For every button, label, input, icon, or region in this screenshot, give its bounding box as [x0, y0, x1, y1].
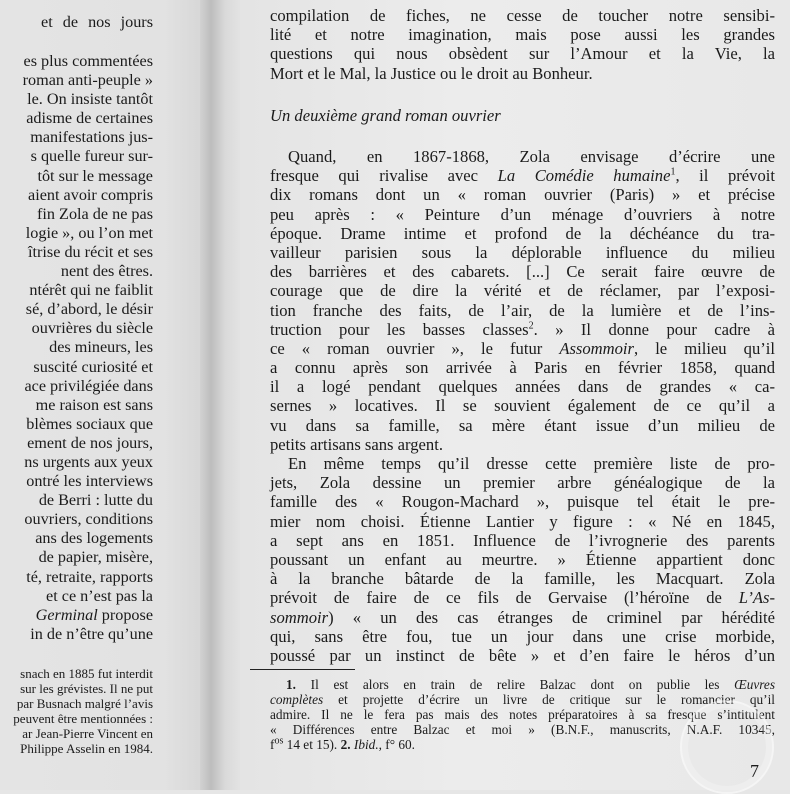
text-run: complètes — [270, 692, 324, 707]
text-line — [270, 64, 775, 83]
text-line — [0, 726, 153, 741]
text-line — [270, 320, 775, 339]
text-run: et ce n’est pas la — [46, 586, 153, 605]
text-line — [270, 588, 775, 607]
text-run: dix romans dont un « roman ouvrier (Paris) » et précise — [270, 185, 775, 205]
text-line — [270, 677, 775, 692]
text-line — [270, 301, 775, 320]
text-run: . » Il donne pour cadre à — [533, 319, 775, 339]
text-line — [0, 243, 153, 262]
text-line — [0, 510, 153, 529]
text-run: époque. Drame intime et profond de la déchéance du tra- — [270, 223, 775, 243]
text-run: es plus commentées — [23, 52, 153, 70]
text-run: , le milieu qu’il — [634, 338, 775, 358]
text-run: L’As- — [738, 588, 775, 608]
text-run: prévoit de faire de ce fils de Gervaise (l’héroïne de — [270, 588, 739, 608]
text-line — [270, 396, 775, 415]
text-run: le. On insiste tantôt — [27, 90, 153, 109]
text-run: vailleur parisien sous la déplorable influence du milieu — [270, 242, 775, 262]
text-line — [0, 319, 153, 338]
opening-paragraph — [270, 6, 775, 83]
text-line — [0, 666, 153, 681]
text-run: par Busnach malgré l’avis — [16, 696, 153, 711]
left-header-fragment: et de nos jours — [41, 13, 153, 31]
text-run: sé, d’abord, le désir — [25, 300, 153, 319]
text-run: ontré les interviews — [26, 472, 153, 491]
text-line — [0, 147, 153, 166]
text-run: logie », ou l’on met — [25, 223, 153, 242]
text-line — [270, 6, 775, 25]
text-run: ement de nos jours, — [27, 433, 153, 452]
text-run: a sept ans en 1851. Influence de l’ivrognerie des parents — [270, 530, 775, 550]
text-line — [270, 358, 775, 377]
text-run: peu après : « Peinture d’un ménage d’ouvriers à notre — [270, 204, 775, 224]
text-line — [270, 608, 775, 627]
text-line — [0, 358, 153, 377]
book-gutter — [200, 0, 245, 790]
text-run: Quand, en 1867-1868, Zola envisage d’écrire une — [288, 147, 775, 166]
text-run: petits artisans sans argent. — [270, 434, 443, 454]
text-line — [270, 531, 775, 550]
text-line — [0, 625, 153, 644]
text-run: admire. Il ne le fera pas mais des notes préparatoires à sa fresque s’intitulent — [270, 707, 775, 722]
text-run: jets, Zola dessine un premier arbre généalogique de la — [270, 473, 775, 493]
watermark-stamp — [680, 700, 774, 794]
text-line — [0, 587, 153, 606]
text-line — [0, 90, 153, 109]
text-run: ouvriers, conditions — [24, 510, 153, 529]
text-run: f — [270, 737, 275, 752]
text-line — [270, 454, 775, 473]
text-run: Germinal — [35, 605, 98, 624]
text-line — [270, 25, 775, 44]
body-text — [270, 147, 775, 665]
text-run: « Différences entre Balzac et moi » (B.N.F., manuscrits, N.A.F. 10345, — [270, 722, 775, 737]
text-line — [270, 416, 775, 435]
text-line — [0, 186, 153, 205]
text-line — [270, 550, 775, 569]
text-line — [0, 568, 153, 587]
text-run: Mort et le Mal, la Justice ou le droit au Bonheur. — [270, 63, 593, 83]
text-run: propose — [97, 605, 153, 624]
text-run: tôt sur le message — [37, 166, 153, 185]
text-run: ce « roman ouvrier », le futur — [270, 338, 560, 358]
text-run: sommoir — [270, 607, 329, 627]
text-run: té, retraite, rapports — [26, 567, 153, 586]
text-line — [0, 71, 153, 90]
left-body-text — [0, 52, 153, 644]
text-line — [0, 396, 153, 415]
text-run: snach en 1885 fut interdit — [20, 666, 153, 681]
text-run: La Comédie humaine — [497, 166, 671, 186]
text-line — [0, 681, 153, 696]
text-run: suscité curiosité et — [33, 357, 153, 376]
text-line — [0, 262, 153, 281]
text-run: En même temps qu’il dresse cette première liste de pro- — [288, 454, 775, 473]
text-line — [270, 185, 775, 204]
text-run: ans des logements — [35, 529, 153, 548]
text-run: questions qui nous obsèdent sur l’Amour et la Vie, la — [270, 44, 775, 64]
text-line — [270, 281, 775, 300]
text-line — [270, 205, 775, 224]
text-line — [0, 52, 153, 71]
text-line — [0, 281, 153, 300]
text-run: famille des « Rougon-Machard », puisque tel était le pre- — [270, 492, 775, 512]
text-line — [0, 529, 153, 548]
text-line — [0, 109, 153, 128]
text-run: manifestations jus- — [30, 128, 153, 147]
text-run: ns urgents aux yeux — [24, 452, 153, 471]
text-run: poussé par un instinct de bête » et d’en faire le héros d’un — [270, 645, 775, 665]
section-heading: Un deuxième grand roman ouvrier — [270, 106, 501, 125]
text-run: et projette d’écrire un livre de critique sur le romancier qu’il — [323, 692, 775, 707]
footnote-rule — [250, 669, 355, 670]
text-line — [0, 300, 153, 319]
text-run: me raison est sans — [35, 395, 153, 414]
text-run: 14 et 15). — [283, 737, 341, 752]
text-line — [270, 435, 775, 454]
text-run: 1. — [286, 677, 296, 692]
text-line — [270, 147, 775, 166]
text-line — [270, 569, 775, 588]
text-run: ) « un des cas étranges de criminel par hérédité — [328, 607, 775, 627]
text-run: ouvrières du siècle — [31, 319, 153, 338]
text-line — [0, 548, 153, 567]
text-run: blèmes sociaux que — [26, 414, 153, 433]
text-line — [270, 692, 775, 707]
text-line — [0, 415, 153, 434]
text-run: des barrières et des cabarets. [...] Ce serait faire œuvre de — [270, 262, 775, 282]
page-number: 7 — [750, 761, 759, 781]
text-line — [0, 338, 153, 357]
text-line — [0, 696, 153, 711]
text-run: peuvent être mentionnées : — [13, 711, 153, 726]
text-run: os — [274, 735, 284, 747]
text-run: îtrise du récit et ses — [28, 242, 153, 261]
text-run: poussant un enfant au meurtre. » Étienne appartient donc — [270, 549, 775, 569]
text-run: , il prévoit — [675, 166, 775, 186]
text-run: à la branche bâtarde de la famille, les Macquart. Zola — [270, 569, 775, 589]
text-run: 2 — [528, 320, 534, 332]
text-line — [270, 44, 775, 63]
text-line — [270, 512, 775, 531]
text-run: s quelle fureur sur- — [30, 147, 153, 166]
text-line — [270, 262, 775, 281]
text-line — [270, 339, 775, 358]
text-run: truction pour les basses classes — [270, 319, 529, 339]
left-header — [0, 13, 153, 32]
text-line — [0, 472, 153, 491]
text-run: de Berri : lutte du — [38, 491, 153, 510]
text-run: aient avoir compris — [28, 185, 153, 204]
text-run: sernes » locatives. Il se souvient également de ce qu’il a — [270, 396, 775, 416]
text-run: Assommoir — [559, 338, 634, 358]
text-run: des mineurs, les — [49, 338, 153, 357]
text-line — [0, 128, 153, 147]
text-run: de papier, misère, — [38, 548, 153, 567]
text-run: qui, sans être fou, tue un jour dans une crise morbide, — [270, 626, 775, 646]
text-line — [270, 224, 775, 243]
text-line — [270, 473, 775, 492]
text-line — [0, 453, 153, 472]
text-run: fresque qui rivalise avec — [270, 166, 498, 186]
text-line — [0, 491, 153, 510]
text-line — [0, 377, 153, 396]
text-run: Ibid. — [353, 737, 379, 752]
text-run: tion franche des faits, de l’air, de la lumière et de l’ins- — [270, 300, 775, 320]
text-line — [270, 646, 775, 665]
text-run: roman anti-peuple » — [22, 71, 153, 90]
text-run: compilation de fiches, ne cesse de toucher notre sensibi- — [270, 6, 775, 25]
text-run: Il est alors en train de relire Balzac dont on publie les — [295, 677, 735, 692]
text-line — [0, 434, 153, 453]
text-run: lité et notre imagination, mais pose aussi les grandes — [270, 25, 775, 45]
text-line — [270, 377, 775, 396]
text-line — [270, 492, 775, 511]
text-line — [270, 243, 775, 262]
text-run: , f° 60. — [378, 737, 415, 752]
text-line — [0, 711, 153, 726]
text-line — [270, 166, 775, 185]
text-run: in de n’être qu’une — [30, 624, 153, 643]
text-run: ace privilégiée dans — [24, 376, 153, 395]
text-run: 2. — [340, 737, 351, 752]
text-run: mier nom choisi. Étienne Lantier y figure : « Né en 1845, — [270, 511, 775, 531]
text-line — [0, 741, 153, 756]
text-run: ntérêt qui ne faiblit — [29, 281, 153, 300]
text-line — [0, 205, 153, 224]
text-run: Œuvres — [734, 677, 775, 692]
text-run: il a logé pendant quelques années dans de grandes « ca- — [270, 377, 775, 397]
text-line — [0, 224, 153, 243]
text-run: courage que de dire la vérité et de réclamer, par l’exposi- — [270, 281, 775, 301]
text-line — [0, 167, 153, 186]
text-run: ar Jean-Pierre Vincent en — [22, 726, 153, 741]
right-page — [240, 0, 790, 790]
text-run: sur les grévistes. Il ne put — [20, 681, 153, 696]
text-run: 1 — [670, 166, 676, 178]
text-run: adisme de certaines — [26, 109, 153, 128]
left-page — [0, 0, 205, 790]
text-run: nent des êtres. — [60, 262, 153, 281]
left-footnotes — [0, 666, 153, 756]
text-run: Philippe Asselin en 1984. — [20, 741, 153, 756]
text-line — [270, 627, 775, 646]
text-line — [0, 606, 153, 625]
text-run: vu dans sa famille, sa mère étant issue d’un milieu de — [270, 415, 775, 435]
text-run: a connu après son arrivée à Paris en février 1858, quand — [270, 358, 775, 378]
text-run: fin Zola de ne pas — [37, 204, 153, 223]
